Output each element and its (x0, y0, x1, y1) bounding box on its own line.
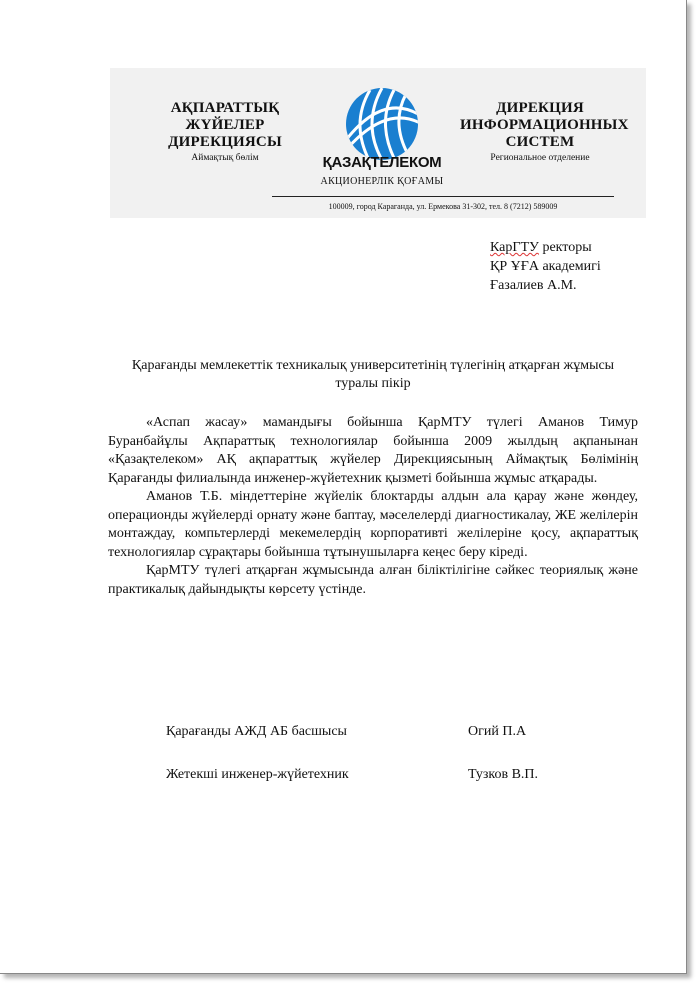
letterhead-address: 100009, город Караганда, ул. Ермекова 31-302, тел. 8 (7212) 589009 (328, 202, 558, 211)
letterhead (110, 68, 646, 218)
addressee-block (490, 238, 601, 295)
title-line-2: туралы пікір (335, 376, 411, 391)
letterhead-right-line: ИНФОРМАЦИОННЫХ (460, 117, 629, 133)
letterhead-right-line: ДИРЕКЦИЯ (496, 100, 584, 116)
signature-title: Жетекші инженер-жүйетехник (166, 767, 349, 782)
kazakhtelecom-globe-logo-icon (342, 84, 422, 164)
letterhead-left-line: АҚПАРАТТЫҚ (170, 100, 280, 116)
signature-title: Қарағанды АЖД АБ басшысы (166, 724, 347, 739)
addressee-line-1 (490, 238, 601, 257)
letterhead-left-block (150, 100, 300, 163)
addressee-line-3: Ғазалиев А.М. (490, 278, 577, 293)
title-line-1: Қарағанды мемлекеттік техникалық университетінің түлегінің атқарған жұмысы (131, 358, 615, 373)
letterhead-left-sub: Аймақтық бөлім (191, 153, 259, 163)
document-body (108, 414, 638, 599)
letterhead-right-sub: Региональное отделение (490, 153, 590, 163)
body-paragraph-2: Аманов Т.Б. міндеттеріне жүйелік блоктарды алдын ала қарау және жөндеу, операционды жүйелерді орнату және баптау, мәселелерді диагностикалау, ЖЕ желілерін монтаждау, компьтерлерді мекемелердің корпоративті желілеріне қосу, ақпараттық технологиялар сұрақтары бойынша тұтынушыларға кеңес беру кіреді. (108, 489, 638, 560)
addressee-role: ректоры (538, 240, 592, 255)
addressee-org: КарГТУ (490, 240, 539, 255)
brand-name: ҚАЗАҚТЕЛЕКОМ (322, 154, 442, 171)
letterhead-left-line: ЖҮЙЕЛЕР (185, 117, 265, 133)
signature-name: Огий П.А (468, 724, 527, 739)
letterhead-divider (272, 196, 614, 197)
body-paragraph-1: «Аспап жасау» мамандығы бойынша ҚарМТУ түлегі Аманов Тимур Буранбайұлы Ақпараттық технологиялар бойынша 2009 жылдың ақпанынан «Қазақтелеком» АҚ ақпараттық жүйелер Дирекциясының Аймақтық Бөлімінің Қарағанды филиалында инженер-жүйетехник қызметі бойынша жұмыс атқарады. (108, 415, 638, 486)
signature-name: Тузков В.П. (468, 767, 539, 782)
letterhead-right-block (460, 100, 629, 163)
body-paragraph-3: ҚарМТУ түлегі атқарған жұмысында алған біліктілігіне сәйкес теориялық және практикалық дайындықты көрсету үстінде. (108, 563, 638, 597)
document-title (108, 357, 638, 393)
letterhead-right-line: СИСТЕМ (505, 134, 575, 150)
addressee-line-2: ҚР ҰҒА академигі (490, 259, 601, 274)
brand-subtitle: АКЦИОНЕРЛІК ҚОҒАМЫ (320, 176, 444, 187)
letterhead-left-line: ДИРЕКЦИЯСЫ (168, 134, 282, 150)
